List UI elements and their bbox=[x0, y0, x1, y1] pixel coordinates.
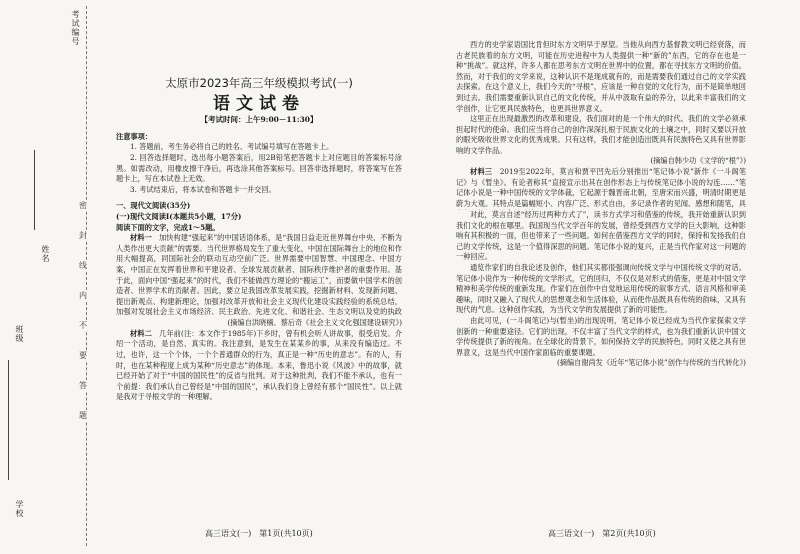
footer-right: 高三语文(一) 第2页(共10页) bbox=[548, 529, 656, 538]
footer-left: 高三语文(一) 第1页(共10页) bbox=[205, 529, 313, 538]
right-page bbox=[456, 40, 746, 369]
seal-word: 密 bbox=[79, 201, 87, 210]
paragraph-source: (摘编自韩少功《文学的“根”》) bbox=[650, 156, 746, 166]
seal-word: 要 bbox=[79, 351, 87, 360]
exam-time: 【考试时间：上午9:00－11:30】 bbox=[200, 115, 318, 125]
binding-margin bbox=[0, 0, 92, 554]
seal-word: 内 bbox=[79, 291, 87, 300]
notice-item: 2. 回答选择题时，选出每小题答案后，用2B铅笔把答题卡上对应题目的答案标号涂黑。如需改动，用橡皮擦干净后，再选涂其他答案标号。回答非选择题时，将答案写在答题卡上，写在本试卷上无效。 bbox=[116, 152, 402, 184]
material-2 bbox=[116, 329, 402, 403]
seal-word: 不 bbox=[79, 321, 87, 330]
material-1-text: 加快构建“强起来”的中国话语体系，是“我国日益走近世界舞台中央、不断为人类作出更大贡献”的需要。当代世界格局发生了重大变化，中国在国际舞台上的地位和作用大幅提高，同国际社会的联动互动空前广泛。世界需要中国智慧、中国理念、中国方案，中国正在发挥着世界和平建设者、全球发展贡献者、国际秩序维护者的重要作用。基于此，面向中国“强起来”的时代，我们不能做西方理论的“搬运工”，而要做中国学术的创造者、世界学术的贡献者。因此，要立足我国改革发展实践，挖掘新材料、发现新问题、提出新观点、构建新理论，加强对改革开放和社会主义现代化建设实践经验的系统总结，加强对发展社会主义市场经济、民主政治、先进文化、和谐社会、生态文明以及党的执政 bbox=[116, 233, 402, 317]
material-3 bbox=[456, 167, 746, 210]
notice-item: 3. 考试结束后，将本试卷和答题卡一并交回。 bbox=[130, 184, 276, 194]
material-2-label: 材料二 bbox=[130, 328, 152, 338]
class-label: 班级 bbox=[15, 325, 24, 343]
paragraph: 西方的史学家语国比肯但时东方文明早于厚望。当他从向西方基督教文明已经衰落，而古老民族着的东方文明，可能在历史进程中为人类提供一种“新的”东西，它的存在也是一种“挑战”。就这样，许多人都在思考东方文明在世界中的位置，都在寻找东方文明的价值。然而，对于我们的文学来说，这种认识不是现成就有的，而是需要我们通过自己的文学实践去探索。在这个意义上，我们今天的“寻根”，应该是一种自觉的文化行为，而不是简单地回到过去。我们需要重新认识自己的文化传统，并从中汲取有益的养分，以此来丰富我们的文学创作，让它更具民族特色，也更具世界意义。 bbox=[456, 40, 746, 113]
seal-word: 线 bbox=[79, 261, 87, 270]
left-page bbox=[116, 40, 402, 403]
material-2-text: 几年前(注：本文作于1985年)下乡时，曾有机会听人讲故事，很受启发。介绍一个活动，是自然、真实的。我注意到，是发生在某某乡的事，从来没有编造过。不过，也许，这一个个体，一个个普通群众的行为，真正是一种“历史的意志”。有的人，有时，也在某种程度上成为某种“历史意志”的体现。本来，鲁迅小说《风波》中的故事，就已经开始了对于“中国的国民性”的反省与批判。对于这种批判，我们不能不承认，也有一个前提：我们承认自己曾经是“中国的国民”，承认我们身上曾经有那个“国民性”。以上就是我对于寻根文学的一种理解。 bbox=[116, 328, 402, 402]
notice-item: 1. 答题前，考生务必将自己的姓名、考试编号填写在答题卡上。 bbox=[130, 142, 334, 152]
paragraph-source: (摘编自谢尚发《近年“笔记体小说”创作与传统的当代转化》) bbox=[556, 358, 746, 368]
subject-title: 语文试卷 bbox=[213, 93, 305, 114]
seal-line bbox=[86, 6, 87, 546]
section-title: 一、现代文阅读(35分) bbox=[116, 201, 191, 211]
material-3-text: 2019至2022年，莫言和贾平凹先后分别推出“笔记体小说”新作《一斗阁笔记》与《暂坐》。有论者称其“直接宣示出其在创作形态上与传统笔记体小说的勾连……”笔记体小说是一种中国传统的文学体裁，它起源于魏晋南北朝，至唐宋而兴盛，明清时期更是蔚为大观。其特点是篇幅短小、内容广泛、形式自由，多记录作者的见闻、感想和随笔，具 bbox=[456, 166, 746, 208]
paragraph: 这里正在出现最激烈的改革和建设，我们面对的是一个伟大的时代。我们的文学必须承担起时代的使命。我们应当将自己的创作深深扎根于民族文化的土壤之中，同时又要以开放的眼光吸收世界文化的优秀成果。只有这样，我们才能创造出既具有民族特色又具有世界影响的文学作品。 bbox=[456, 114, 746, 155]
name-label: 姓名 bbox=[41, 245, 50, 263]
seal-word: 答 bbox=[79, 381, 87, 390]
seal-word: 题 bbox=[79, 411, 87, 420]
material-1 bbox=[116, 233, 402, 318]
notice-heading: 注意事项： bbox=[116, 131, 152, 141]
exam-title: 太原市2023年高三年级模拟考试(一) bbox=[165, 76, 353, 90]
section-subtitle: (一)现代文阅读Ⅰ(本题共5小题，17分) bbox=[116, 211, 242, 221]
seal-word: 封 bbox=[79, 231, 87, 240]
paragraph: 由此可见，(一斗阁笔记)与(暂坐)的出现说明，笔记体小说已经成为当代作家探索文学创新的一种重要途径。它们的出现，不仅丰富了当代文学的样式，也为我们重新认识中国文学传统提供了新的视角。在全球化的背景下，如何保持文学的民族特色，同时又使之具有世界意义，这是当代中国作家面临的重要课题。 bbox=[456, 315, 746, 357]
exam-no-label: 考试编号 bbox=[71, 10, 80, 46]
school-label: 学校 bbox=[15, 500, 24, 518]
paragraph: 通览作家们的自我论述及创作，他们其实都很强调向传统文学与中国传统文学的对话。笔记体小说作为一种传统的文学形式，它的回归，不仅仅是对形式的借鉴，更是对中国文学精神和美学传统的重新发现。作家们在创作中自觉地运用传统的叙事方式、语言风格和审美趣味，同时又融入了现代人的思想观念和生活体验，从而使作品既具有传统的韵味，又具有现代的气息。这种创作实践，为当代文学的发展提供了新的可能性。 bbox=[456, 262, 746, 315]
paragraph: 对此，莫言自述“经历过两种方式了”，读书方式学习和借鉴的传统，我开始重新认识到我们文化的根在哪里。我国现当代文学百年的发展，曾经受到西方文学的巨大影响，这种影响有其积极的一面，但也带来了一些问题。如何在借鉴西方文学的同时，保持和发扬我们自己的文学传统，这是一个值得深思的问题。笔记体小说的复兴，正是当代作家对这一问题的一种回应。 bbox=[456, 209, 746, 262]
material-1-label: 材料一 bbox=[130, 233, 152, 243]
material-1-source: (摘编自洪晓楠、蔡后奇《社会主义文化强国建设研究》) bbox=[227, 318, 402, 328]
material-3-label: 材料三 bbox=[470, 166, 493, 176]
section-instruction: 阅读下面的文字，完成1～5题。 bbox=[116, 222, 220, 232]
